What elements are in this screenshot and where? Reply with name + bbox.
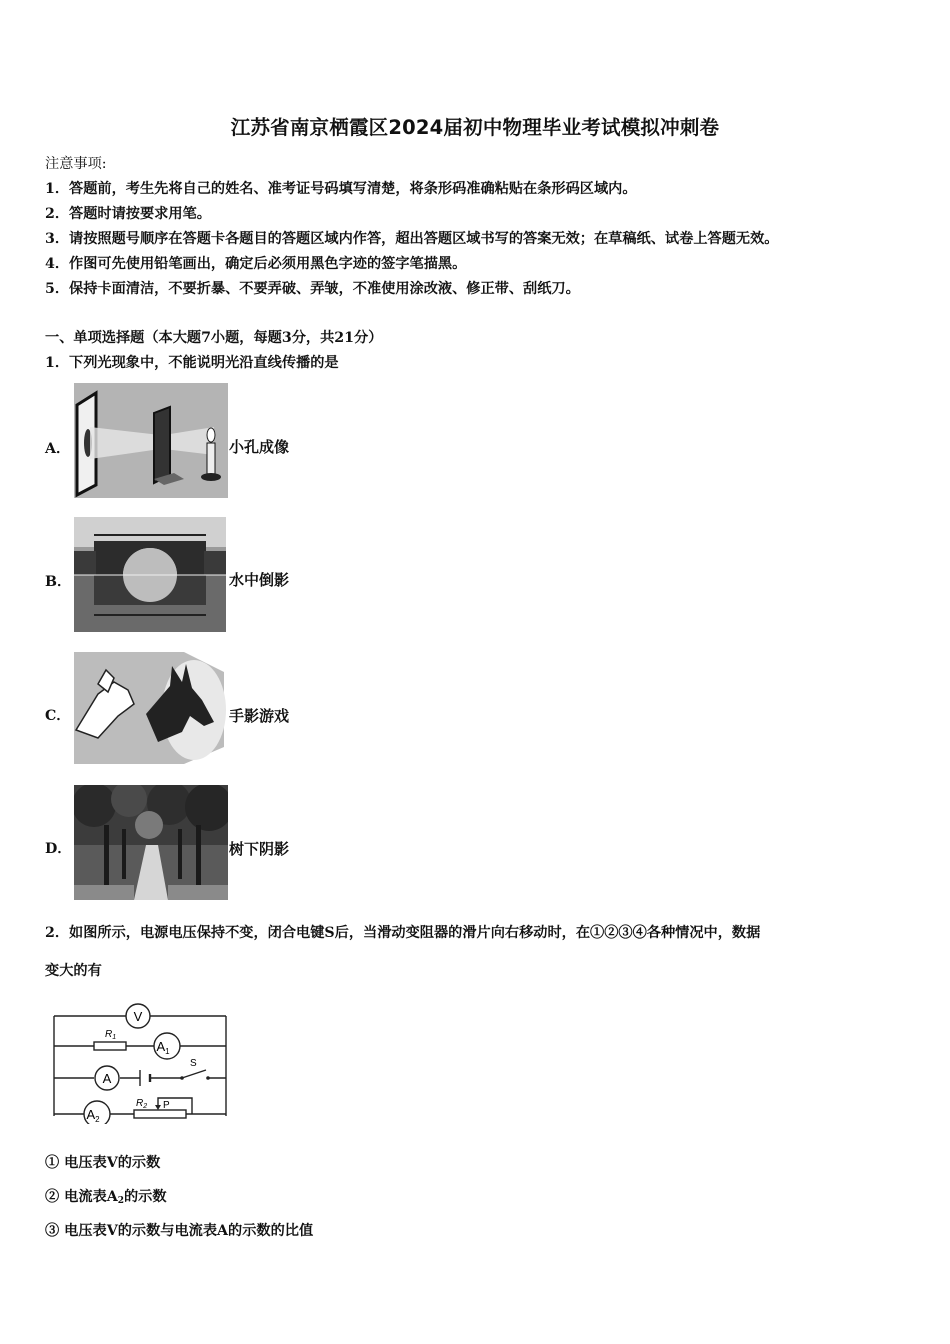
a-label: A <box>102 1071 112 1086</box>
option-a-caption: 小孔成像 <box>229 438 290 456</box>
option-d-label: D． <box>45 841 72 857</box>
r2-label: R <box>136 1098 144 1109</box>
r1-sub: 1 <box>112 1034 117 1041</box>
a1-sub: 1 <box>165 1047 170 1056</box>
option-b-label: B． <box>45 574 72 590</box>
question-1-stem: 1．下列光现象中，不能说明光沿直线传播的是 <box>45 355 339 371</box>
exam-title: 江苏省南京栖霞区2024届初中物理毕业考试模拟冲刺卷 <box>230 116 720 139</box>
notice-heading: 注意事项: <box>45 156 107 172</box>
option-c-label: C． <box>45 708 71 724</box>
section-heading: 一、单项选择题（本大题7小题，每题3分，共21分） <box>45 330 383 346</box>
option-a-label: A． <box>45 441 71 457</box>
r2-sub: 2 <box>143 1103 148 1110</box>
q2-item-3: ③ 电压表V的示数与电流表A的示数的比值 <box>45 1223 314 1239</box>
option-c-caption: 手影游戏 <box>229 707 290 725</box>
svg-text:R2 <box>136 1098 147 1110</box>
a2-sub: 2 <box>95 1115 100 1124</box>
resistor-r1-icon <box>94 1042 126 1050</box>
switch-label: S <box>190 1058 197 1069</box>
pinhole-camera-image <box>74 383 228 498</box>
option-b-caption: 水中倒影 <box>229 571 290 589</box>
svg-text:R1 <box>105 1029 116 1041</box>
a2-label: A <box>86 1107 96 1122</box>
q2-item-1: ① 电压表V的示数 <box>45 1155 161 1171</box>
circuit-diagram <box>50 1002 232 1124</box>
notice-item-3: 3．请按照题号顺序在答题卡各题目的答题区域内作答，超出答题区域书写的答案无效；在草稿纸、试卷上答题无效。 <box>45 231 779 247</box>
hand-shadow-image <box>74 652 226 764</box>
notice-item-1: 1．答题前，考生先将自己的姓名、准考证号码填写清楚，将条形码准确粘贴在条形码区域内。 <box>45 181 637 197</box>
voltmeter-label: V <box>133 1009 143 1024</box>
a1-label: A <box>156 1039 166 1054</box>
notice-item-5: 5．保持卡面清洁，不要折暴、不要弄破、弄皱，不准使用涂改液、修正带、刮纸刀。 <box>45 281 580 297</box>
option-d-caption: 树下阴影 <box>229 840 290 858</box>
switch-icon <box>206 1076 210 1080</box>
notice-item-4: 4．作图可先使用铅笔画出，确定后必须用黑色字迹的签字笔描黑。 <box>45 256 467 272</box>
slider-label: P <box>163 1100 170 1111</box>
question-2-stem-line2: 变大的有 <box>45 963 102 979</box>
question-2-stem-line1: 2．如图所示，电源电压保持不变，闭合电键S后，当滑动变阻器的滑片向右移动时，在①②③④各种情况中，数据 <box>45 925 761 941</box>
rheostat-r2-icon <box>134 1110 186 1118</box>
r1-label: R <box>105 1029 113 1040</box>
bridge-reflection-image <box>74 517 226 632</box>
q2-item-2: ② 电流表$A_2$的示数 <box>45 1189 167 1206</box>
tree-shade-image <box>74 785 228 900</box>
notice-item-2: 2．答题时请按要求用笔。 <box>45 206 211 222</box>
